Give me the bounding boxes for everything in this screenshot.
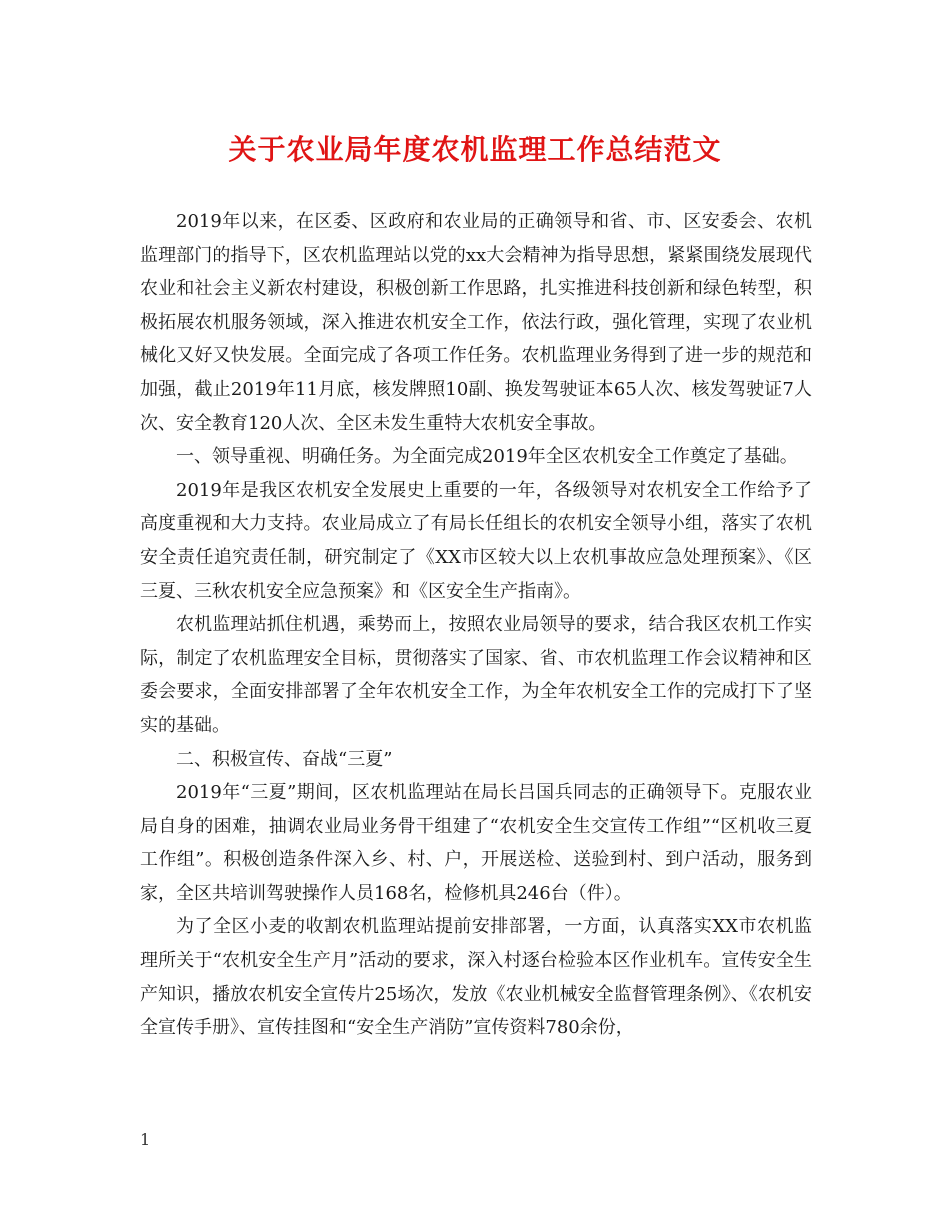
document-title: 关于农业局年度农机监理工作总结范文 bbox=[228, 133, 722, 166]
page-number: 1 bbox=[140, 1130, 151, 1149]
paragraph-section-two-heading: 二、积极宣传、奋战“三夏” bbox=[176, 748, 393, 770]
document-body bbox=[140, 205, 812, 1045]
paragraph-sanxia: 2019年“三夏”期间，区农机监理站在局长吕国兵同志的正确领导下。克服农业局自身的困难，抽调农业局业务骨干组建了“农机安全生交宣传工作组”“区机收三夏工作组”。积极创造条件深入乡、村、户，开展送检、送验到村、到户活动，服务到家，全区共培训驾驶操作人员168名，检修机具246台（件）。 bbox=[140, 782, 812, 904]
paragraph-intro: 2019年以来，在区委、区政府和农业局的正确领导和省、市、区安委会、农机监理部门的指导下，区农机监理站以党的xx大会精神为指导思想，紧紧围绕发展现代农业和社会主义新农村建设，积极创新工作思路，扎实推进科技创新和绿色转型，积极拓展农机服务领域，深入推进农机安全工作，依法行政，强化管理，实现了农业机械化又好又快发展。全面完成了各项工作任务。农机监理业务得到了进一步的规范和加强，截止2019年11月底，核发牌照10副、换发驾驶证本65人次、核发驾驶证7人次、安全教育120人次、全区未发生重特大农机安全事故。 bbox=[140, 211, 812, 434]
paragraph-monitoring-station: 农机监理站抓住机遇，乘势而上，按照农业局领导的要求，结合我区农机工作实际，制定了农机监理安全目标，贯彻落实了国家、省、市农机监理工作会议精神和区委会要求，全面安排部署了全年农机安全工作，为全年农机安全工作的完成打下了坚实的基础。 bbox=[140, 614, 812, 736]
paragraph-leadership: 2019年是我区农机安全发展史上重要的一年，各级领导对农机安全工作给予了高度重视和大力支持。农业局成立了有局长任组长的农机安全领导小组，落实了农机安全责任追究责任制，研究制定了《XX市区较大以上农机事故应急处理预案》、《区三夏、三秋农机安全应急预案》和《区安全生产指南》。 bbox=[140, 479, 812, 602]
paragraph-wheat-harvest: 为了全区小麦的收割农机监理站提前安排部署，一方面，认真落实XX市农机监理所关于“农机安全生产月”活动的要求，深入村逐台检验本区作业机车。宣传安全生产知识，播放农机安全宣传片25场次，发放《农业机械安全监督管理条例》、《农机安全宣传手册》、宣传挂图和“安全生产消防”宣传资料780余份， bbox=[140, 916, 812, 1039]
paragraph-section-one-heading: 一、领导重视、明确任务。为全面完成2019年全区农机安全工作奠定了基础。 bbox=[176, 446, 798, 468]
